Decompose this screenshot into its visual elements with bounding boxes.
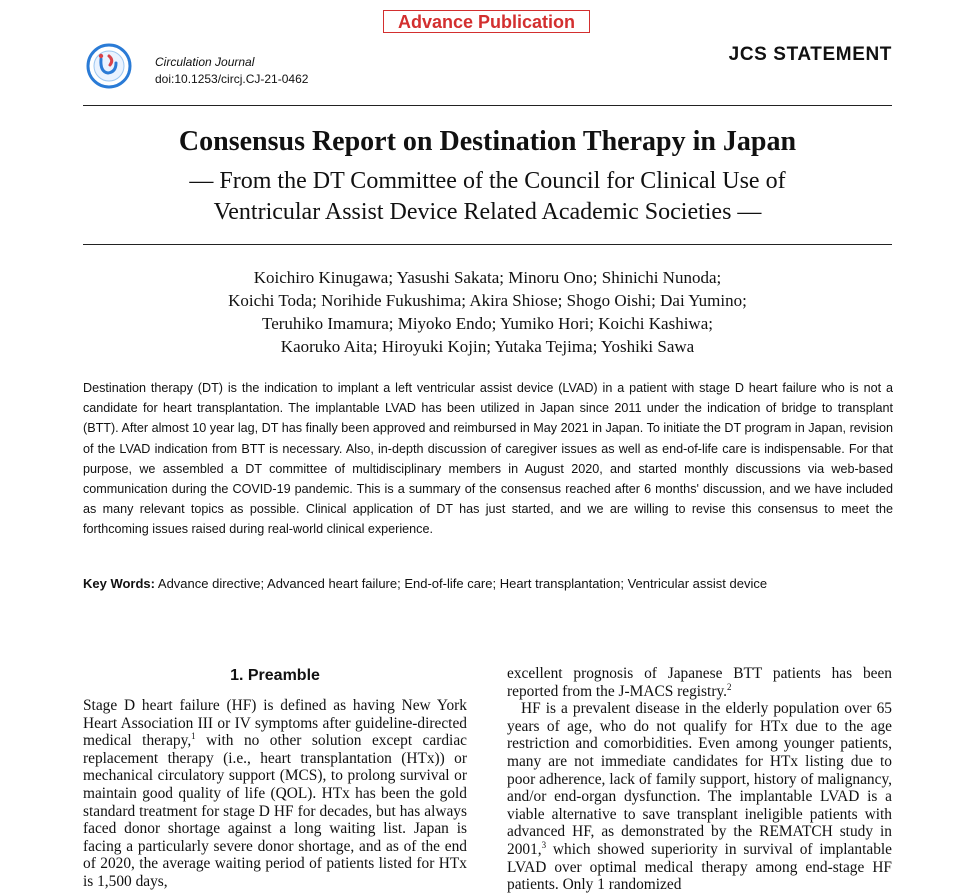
keywords-label: Key Words:: [83, 576, 155, 591]
author-line: Koichi Toda; Norihide Fukushima; Akira Shiose; Shogo Oishi; Dai Yumino;: [228, 291, 747, 310]
journal-name: Circulation Journal: [155, 55, 255, 69]
citation-ref[interactable]: 1: [191, 731, 196, 742]
subtitle-line-2: Ventricular Assist Device Related Academic Societies —: [213, 199, 762, 225]
author-line: Teruhiko Imamura; Miyoko Endo; Yumiko Hori; Koichi Kashiwa;: [262, 314, 713, 333]
header-divider: [83, 105, 892, 106]
body-column-right: [507, 665, 892, 894]
keywords: [83, 576, 767, 591]
section-heading-preamble: 1. Preamble: [230, 667, 320, 684]
paragraph-text: Stage D heart failure (HF) is defined as having New York Heart Association III or IV symptoms after guideline-directed medical therapy,: [83, 697, 467, 750]
paragraph-text: which showed superiority in survival of implantable LVAD over optimal medical therapy among end-stage HF patients. Only 1 randomized: [507, 840, 892, 894]
paragraph-text: HF is a prevalent disease in the elderly population over 65 years of age, who do not qualify for HTx due to the age restriction and comorbidities. Even among younger patients, many are not immediate candidates for HTx listing due to poor adherence, lack of family support, history of malignancy, and/or end-organ dysfunction. The implantable LVAD is a viable alternative to save transplant ineligible patients with advanced HF, as demonstrated by the REMATCH study in 2001,: [507, 700, 892, 858]
paragraph-text: with no other solution except cardiac replacement therapy (i.e., heart transplantation (HTx)) or mechanical circulatory support (MCS), to prolong survival or maintain good quality of life (QOL). HTx has been the gold standard treatment for stage D HF for decades, but has always faced donor shortage against a long waiting list. Japan is facing a particularly severe donor shortage, and as of the end of 2020, the average waiting period of patients listed for HTx is 1,500 days,: [83, 732, 467, 890]
citation-ref[interactable]: 3: [541, 839, 547, 850]
paragraph: [507, 665, 892, 700]
advance-publication-banner: Advance Publication: [383, 10, 590, 33]
author-list: [0, 266, 975, 358]
subtitle-line-1: — From the DT Committee of the Council for Clinical Use of: [189, 168, 786, 194]
keywords-text: Advance directive; Advanced heart failure; End-of-life care; Heart transplantation; Ventricular assist device: [157, 576, 768, 591]
paragraph-text: excellent prognosis of Japanese BTT patients has been reported from the J-MACS registry.: [507, 665, 892, 700]
citation-ref[interactable]: 2: [727, 681, 732, 692]
journal-logo-icon: [86, 43, 132, 89]
author-line: Koichiro Kinugawa; Yasushi Sakata; Minoru Ono; Shinichi Nunoda;: [253, 268, 722, 287]
body-column-left: [83, 697, 467, 891]
doi-link[interactable]: doi:10.1253/circj.CJ-21-0462: [155, 72, 309, 86]
abstract: Destination therapy (DT) is the indication to implant a left ventricular assist device (LVAD) in a patient with stage D heart failure who is not a candidate for heart transplantation. The implantable LVAD has been utilized in Japan since 2011 under the indication of bridge to transplant (BTT). After almost 10 year lag, DT has finally been approved and reimbursed in May 2021 in Japan. To initiate the DT program in Japan, revision of the LVAD indication from BTT is necessary. Also, in-depth discussion of caregiver issues as well as end-of-life care is indispensable. For that purpose, we assembled a DT committee of multidisciplinary members in August 2020, and started monthly discussions via web-based communication during the COVID-19 pandemic. This is a summary of the consensus reached after 6 months' discussion, and we have included as many relevant topics as possible. Clinical application of DT has just started, and we are willing to revise this consensus to meet the forthcoming issues raised during real-world clinical experience.: [83, 381, 893, 537]
section-label: JCS STATEMENT: [728, 44, 892, 65]
article-title: Consensus Report on Destination Therapy in Japan: [178, 126, 797, 157]
paragraph: [507, 700, 892, 894]
title-divider: [83, 244, 892, 245]
author-line: Kaoruko Aita; Hiroyuki Kojin; Yutaka Tejima; Yoshiki Sawa: [280, 337, 695, 356]
paragraph: [83, 697, 467, 891]
